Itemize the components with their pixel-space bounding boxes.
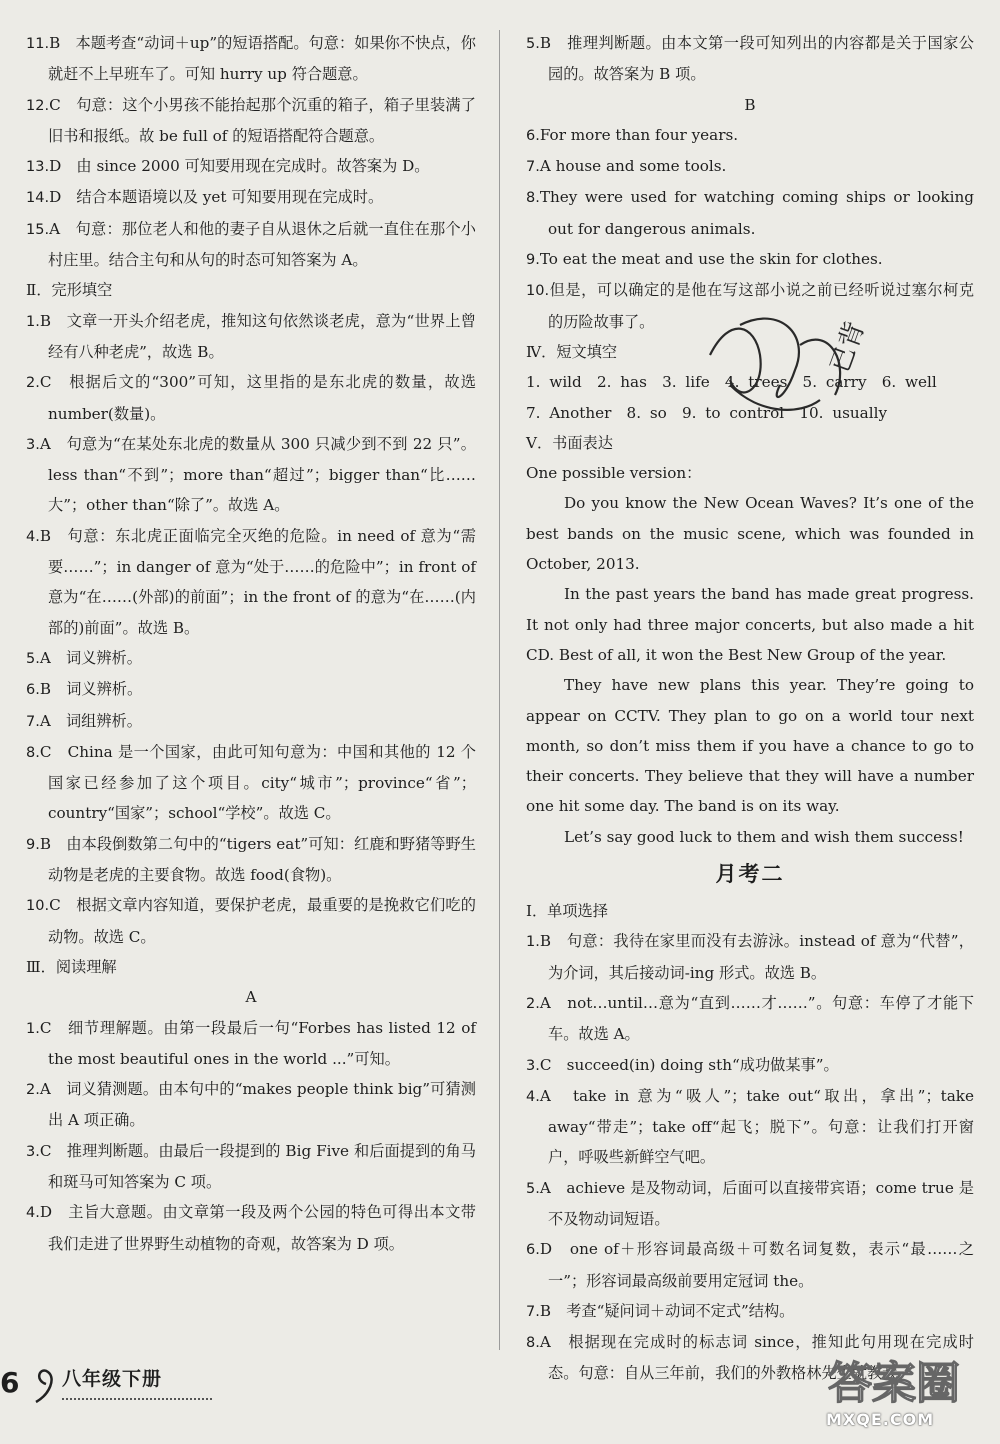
entry-text: C succeed(in) doing sth“成功做某事”。 [539, 1055, 839, 1074]
version-label: One possible version： [526, 464, 702, 483]
month-test-title: 月考二 [715, 862, 785, 887]
entry-number: 6. [526, 127, 540, 144]
entry-text: A 句意：那位老人和他的妻子自从退休之后就一直住在那个小村庄里。结合主句和从句的时态可知答案为 A。 [48, 219, 476, 270]
section-writing-title: Ⅴ．书面表达 [526, 433, 613, 452]
entry-number: 12. [26, 97, 50, 114]
answer-entry [26, 706, 476, 737]
entry-number: 4. [26, 528, 40, 545]
answer-entry [26, 1074, 476, 1136]
answer-entry [26, 737, 476, 829]
entry-text: A 词组辨析。 [39, 711, 142, 730]
entry-number: 9. [26, 836, 40, 853]
entry-number: 15. [26, 221, 50, 238]
entry-reading-a-5 [526, 28, 974, 90]
entry-text: C 根据后文的“300”可知，这里指的是东北虎的数量，故选 number(数量)。 [39, 373, 476, 423]
answer-entry [526, 244, 974, 275]
entry-text: B 词义辨析。 [39, 680, 143, 699]
entry-text: C 句意：这个小男孩不能抬起那个沉重的箱子，箱子里装满了旧书和报纸。故 be full of 的短语搭配符合题意。 [48, 95, 476, 145]
answer-entry [26, 674, 476, 705]
column-divider [499, 30, 500, 1350]
entry-text: They were used for watching coming ships or looking out for dangerous animals. [539, 188, 974, 238]
entries-reading-a [26, 1013, 476, 1259]
answer-entry [526, 1173, 974, 1235]
entry-number: 11. [26, 36, 50, 52]
entry-text: B 推理判断题。由本文第一段可知列出的内容都是关于国家公园的。故答案为 B 项。 [539, 34, 974, 84]
part-b-label: B [744, 95, 756, 114]
handwriting-label: 已背 [824, 317, 871, 377]
section-single-choice-title: Ⅰ．单项选择 [526, 902, 608, 921]
part-a-label: A [245, 988, 257, 1007]
answer-entry [26, 429, 476, 521]
section-cloze-title: Ⅱ．完形填空 [26, 281, 113, 300]
entry-number: 5. [526, 36, 540, 52]
swirl-icon [30, 1364, 60, 1408]
entry-text: B 句意：我待在家里而没有去游泳。instead of 意为“代替”，为介词，其后接动词-ing 形式。故选 B。 [539, 932, 974, 982]
answer-entry [26, 643, 476, 674]
essay-paragraph-3: They have new plans this year. They’re going to appear on CCTV. They plan to go on a world tour next month, so don’t miss them if you have a chance to go to their concerts. They believe that they will have a number one hit some day. The band is on its way. [526, 676, 974, 816]
grade-label: 八年级下册 [62, 1368, 163, 1390]
answer-entry [26, 151, 476, 182]
entry-text: D 主旨大意题。由文章第一段及两个公园的特色可得出本文带我们走进了世界野生动植物的奇观，故答案为 D 项。 [39, 1203, 476, 1253]
answer-entry [26, 1013, 476, 1075]
answer-entry [26, 1136, 476, 1198]
grade-underline [62, 1398, 212, 1400]
page-number: 6 [0, 1366, 20, 1399]
svg-text:答案圈: 答案圈 [828, 1358, 960, 1409]
entry-number: 9. [526, 252, 540, 269]
entry-number: 3. [26, 436, 40, 453]
answer-entry [526, 1050, 974, 1081]
entry-number: 13. [26, 159, 50, 176]
entry-number: 7. [26, 713, 40, 730]
entry-text: B 文章一开头介绍老虎，推知这句依然谈老虎，意为“世界上曾经有八种老虎”，故选 B。 [39, 311, 476, 361]
answer-entry [26, 1197, 476, 1259]
fill-answers-line-1: 1. wild 2. has 3. life 4. trees 5. carry 6. well [526, 373, 937, 392]
entry-number: 8. [26, 744, 40, 761]
answer-entry [526, 182, 974, 244]
entry-number: 4. [26, 1205, 40, 1222]
entry-text: A 根据现在完成时的标志词 since，推知此句用现在完成时态。句意：自从三年前，我们的外教格林先生就教我 [539, 1333, 974, 1383]
entry-number: 8. [526, 190, 540, 207]
entry-number: 4. [526, 1088, 540, 1105]
entry-text: B 考查“疑问词＋动词不定式”结构。 [539, 1301, 795, 1320]
entry-text: C 推理判断题。由最后一段提到的 Big Five 和后面提到的角马和斑马可知答案为 C 项。 [39, 1141, 476, 1191]
essay-paragraph-1: Do you know the New Ocean Waves? It’s one of the best bands on the music scene, which was founded in October, 2013. [526, 494, 974, 574]
entries-cloze [26, 306, 476, 952]
entry-number: 2. [26, 1082, 40, 1099]
essay-paragraph-4: Let’s say good luck to them and wish them success! [564, 827, 964, 846]
entry-text: D 结合本题语境以及 yet 可知要用现在完成时。 [49, 188, 384, 207]
entry-text: A 词义辨析。 [39, 648, 142, 667]
entry-number: 3. [526, 1057, 540, 1074]
watermark-logo-icon [820, 1348, 990, 1410]
entry-text: C China 是一个国家，由此可知句意为：中国和其他的 12 个国家已经参加了这个项目。city“城市”；province“省”；country“国家”；school“学校”。故选 C。 [39, 742, 476, 823]
answer-entry [526, 120, 974, 151]
entry-text: A achieve 是及物动词，后面可以直接带宾语；come true 是不及物动词短语。 [539, 1178, 974, 1228]
entry-number: 2. [26, 375, 40, 392]
entry-number: 1. [26, 313, 40, 330]
answer-entry [526, 926, 974, 988]
answer-entry [26, 28, 476, 90]
answer-entry [26, 367, 476, 429]
entry-number: 5. [26, 650, 40, 667]
entry-text: C 细节理解题。由第一段最后一句“Forbes has listed 12 of the most beautiful ones in the world ...”可知。 [39, 1018, 476, 1068]
answer-entry [526, 151, 974, 182]
entry-text: B 本题考查“动词＋up”的短语搭配。句意：如果你不快点，你就赶不上早班车了。可知 hurry up 符合题意。 [48, 34, 476, 84]
entry-number: 1. [26, 1020, 40, 1037]
entry-number: 2. [526, 995, 540, 1012]
answer-entry [26, 306, 476, 368]
entry-text: C 根据文章内容知道，要保护老虎，最重要的是挽救它们吃的动物。故选 C。 [48, 896, 476, 946]
section-fill-title: Ⅳ．短文填空 [526, 342, 618, 361]
entry-number: 10. [26, 898, 50, 915]
entry-number: 7. [526, 1303, 540, 1320]
entry-text: To eat the meat and use the skin for clothes. [539, 250, 883, 269]
answer-entry [526, 28, 974, 90]
entries-section1-cont [26, 28, 476, 275]
entry-number: 6. [26, 682, 40, 699]
entry-text: A not…until…意为“直到……才……”。句意：车停了才能下车。故选 A。 [539, 993, 974, 1044]
site-watermark [820, 1348, 990, 1434]
fill-answers-line-2: 7. Another 8. so 9. to control 10. usually [526, 403, 888, 422]
answer-entry [26, 182, 476, 213]
answer-entry [526, 1234, 974, 1296]
entry-number: 14. [26, 190, 50, 207]
entry-number: 10. [526, 283, 550, 300]
answer-entry [26, 890, 476, 952]
right-column [526, 28, 974, 1389]
answer-entry [26, 90, 476, 152]
entry-number: 3. [26, 1143, 40, 1160]
entry-number: 1. [526, 934, 540, 951]
entry-text: D 由 since 2000 可知要用现在完成时。故答案为 D。 [49, 157, 430, 176]
answer-entry [26, 521, 476, 643]
entry-number: 8. [526, 1335, 540, 1352]
entry-text: B 由本段倒数第二句中的“tigers eat”可知：红鹿和野猪等野生动物是老虎的主要食物。故选 food(食物)。 [39, 834, 476, 885]
entry-text: A house and some tools. [539, 157, 727, 176]
section-reading-title: Ⅲ．阅读理解 [26, 957, 117, 976]
entry-number: 6. [526, 1242, 540, 1259]
watermark-site: MXQE.COM [826, 1410, 935, 1429]
entry-number: 5. [526, 1180, 540, 1197]
essay-paragraph-2: In the past years the band has made great progress. It not only had three major concerts, but also made a hit CD. Best of all, it won the Best New Group of the year. [526, 585, 974, 664]
answer-entry [526, 1081, 974, 1173]
left-column [26, 28, 476, 1259]
entry-text: 但是，可以确定的是他在写这部小说之前已经听说过塞尔柯克的历险故事了。 [548, 281, 974, 331]
page-footer [0, 1358, 240, 1418]
entry-text: A take in 意为“吸人”；take out“取出，拿出”；take away“带走”；take off“起飞；脱下”。句意：让我们打开窗户，呼吸些新鲜空气吧。 [539, 1086, 974, 1167]
answer-entry [526, 1296, 974, 1327]
entries-single-choice [526, 926, 974, 1388]
entry-text: For more than four years. [539, 125, 739, 144]
answer-entry [526, 988, 974, 1050]
entry-number: 7. [526, 159, 540, 176]
answer-entry [26, 829, 476, 891]
entry-text: D one of＋形容词最高级＋可数名词复数，表示“最……之一”；形容词最高级前要用定冠词 the。 [539, 1240, 974, 1290]
entry-text: A 词义猜测题。由本句中的“makes people think big”可猜测出 A 项正确。 [39, 1080, 476, 1130]
answer-entry [26, 214, 476, 276]
entry-text: A 句意为“在某处东北虎的数量从 300 只减少到不到 22 只”。less than“不到”；more than“超过”；bigger than“比……大”；other than“除了”。故选 A。 [39, 434, 476, 515]
handwritten-scribble [700, 295, 910, 480]
entry-text: B 句意：东北虎正面临完全灭绝的危险。in need of 意为“需要……”；in danger of 意为“处于……的危险中”；in front of 意为“在……(外部)的前面”；in the front of 的意为“在……(内部的)前面”。故选 B。 [39, 526, 476, 637]
